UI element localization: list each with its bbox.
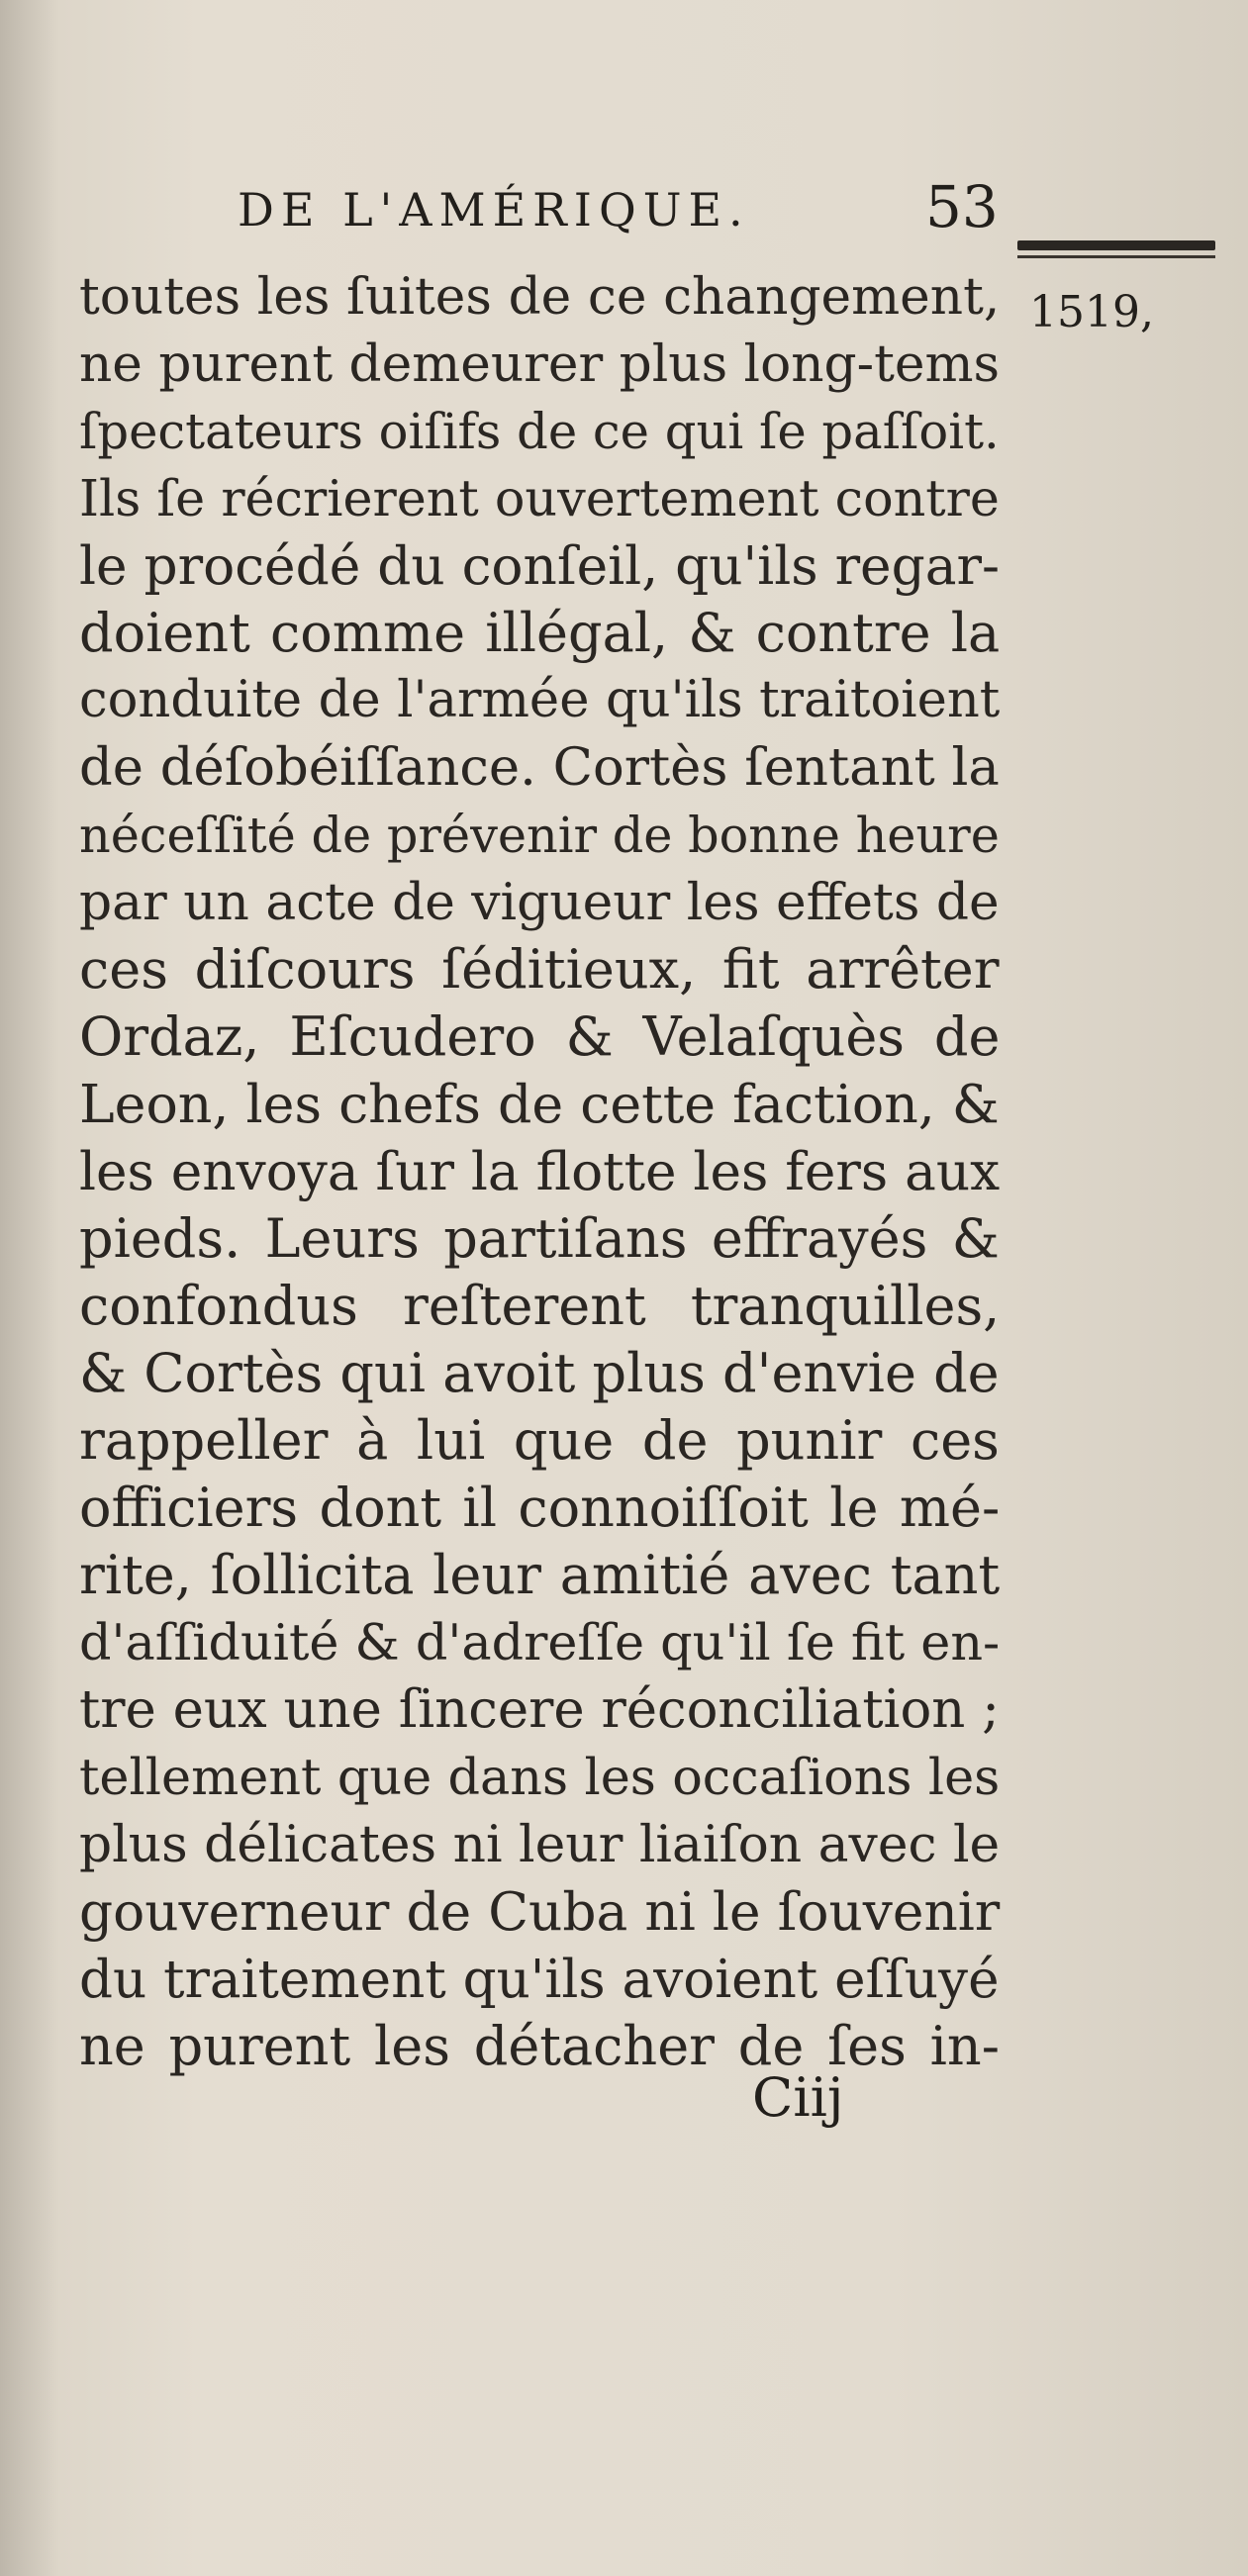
text-line: ne purent demeurer plus long-tems bbox=[79, 334, 1001, 394]
text-line: doient comme illégal, & contre la bbox=[79, 602, 1001, 664]
signature-mark: Ciij bbox=[752, 2066, 844, 2129]
text-line: tellement que dans les occaſions les bbox=[79, 1748, 1001, 1806]
text-line: rappeller à lui que de punir ces bbox=[79, 1409, 1000, 1472]
margin-year: 1519, bbox=[1029, 287, 1154, 337]
text-line: rite, ſollicita leur amitié avec tant bbox=[79, 1544, 1001, 1606]
page-number: 53 bbox=[925, 173, 999, 240]
text-line: Leon, les chefs de cette faction, & bbox=[79, 1073, 1000, 1135]
text-line: d'aſſiduité & d'adreſſe qu'il ſe fit en- bbox=[79, 1613, 1001, 1671]
text-line: Ordaz, Eſcudero & Velaſquès de bbox=[79, 1005, 1001, 1068]
text-line: confondus reſterent tranquilles, bbox=[79, 1275, 1001, 1337]
text-line: toutes les ſuites de ce changement, bbox=[79, 267, 1001, 327]
text-line: de déſobéiſſance. Cortès ſentant la bbox=[79, 737, 1000, 798]
text-line: tre eux une ſincere réconciliation ; bbox=[79, 1679, 1000, 1740]
header-rule bbox=[1017, 240, 1215, 250]
text-line: ne purent les détacher de ſes in- bbox=[79, 2015, 1000, 2077]
text-line: officiers dont il connoiſſoit le mé- bbox=[79, 1477, 1001, 1539]
text-line: ſpectateurs oiſifs de ce qui ſe paſſoit. bbox=[79, 403, 1000, 460]
text-line: Ils ſe récrierent ouvertement contre bbox=[79, 469, 1000, 527]
text-line: gouverneur de Cuba ni le ſouvenir bbox=[79, 1881, 1001, 1943]
running-title: DE L'AMÉRIQUE. bbox=[238, 183, 750, 237]
text-line: pieds. Leurs partiſans effrayés & bbox=[79, 1207, 1000, 1270]
text-line: par un acte de vigueur les effets de bbox=[79, 873, 1000, 932]
text-line: conduite de l'armée qu'ils traitoient bbox=[79, 671, 1001, 729]
text-line: plus délicates ni leur liaiſon avec le bbox=[79, 1815, 1001, 1874]
body-text bbox=[79, 263, 1000, 2080]
text-line: le procédé du conſeil, qu'ils regar- bbox=[79, 535, 1000, 597]
text-line: du traitement qu'ils avoient eſſuyé bbox=[79, 1949, 1000, 2010]
text-line: & Cortès qui avoit plus d'envie de bbox=[79, 1342, 1000, 1404]
header-rule-thin bbox=[1017, 255, 1215, 258]
text-line: néceſſité de prévenir de bonne heure bbox=[79, 807, 1000, 864]
text-line: ces diſcours ſéditieux, fit arrêter bbox=[79, 938, 1000, 1001]
text-line: les envoya ſur la flotte les fers aux bbox=[79, 1141, 1001, 1202]
